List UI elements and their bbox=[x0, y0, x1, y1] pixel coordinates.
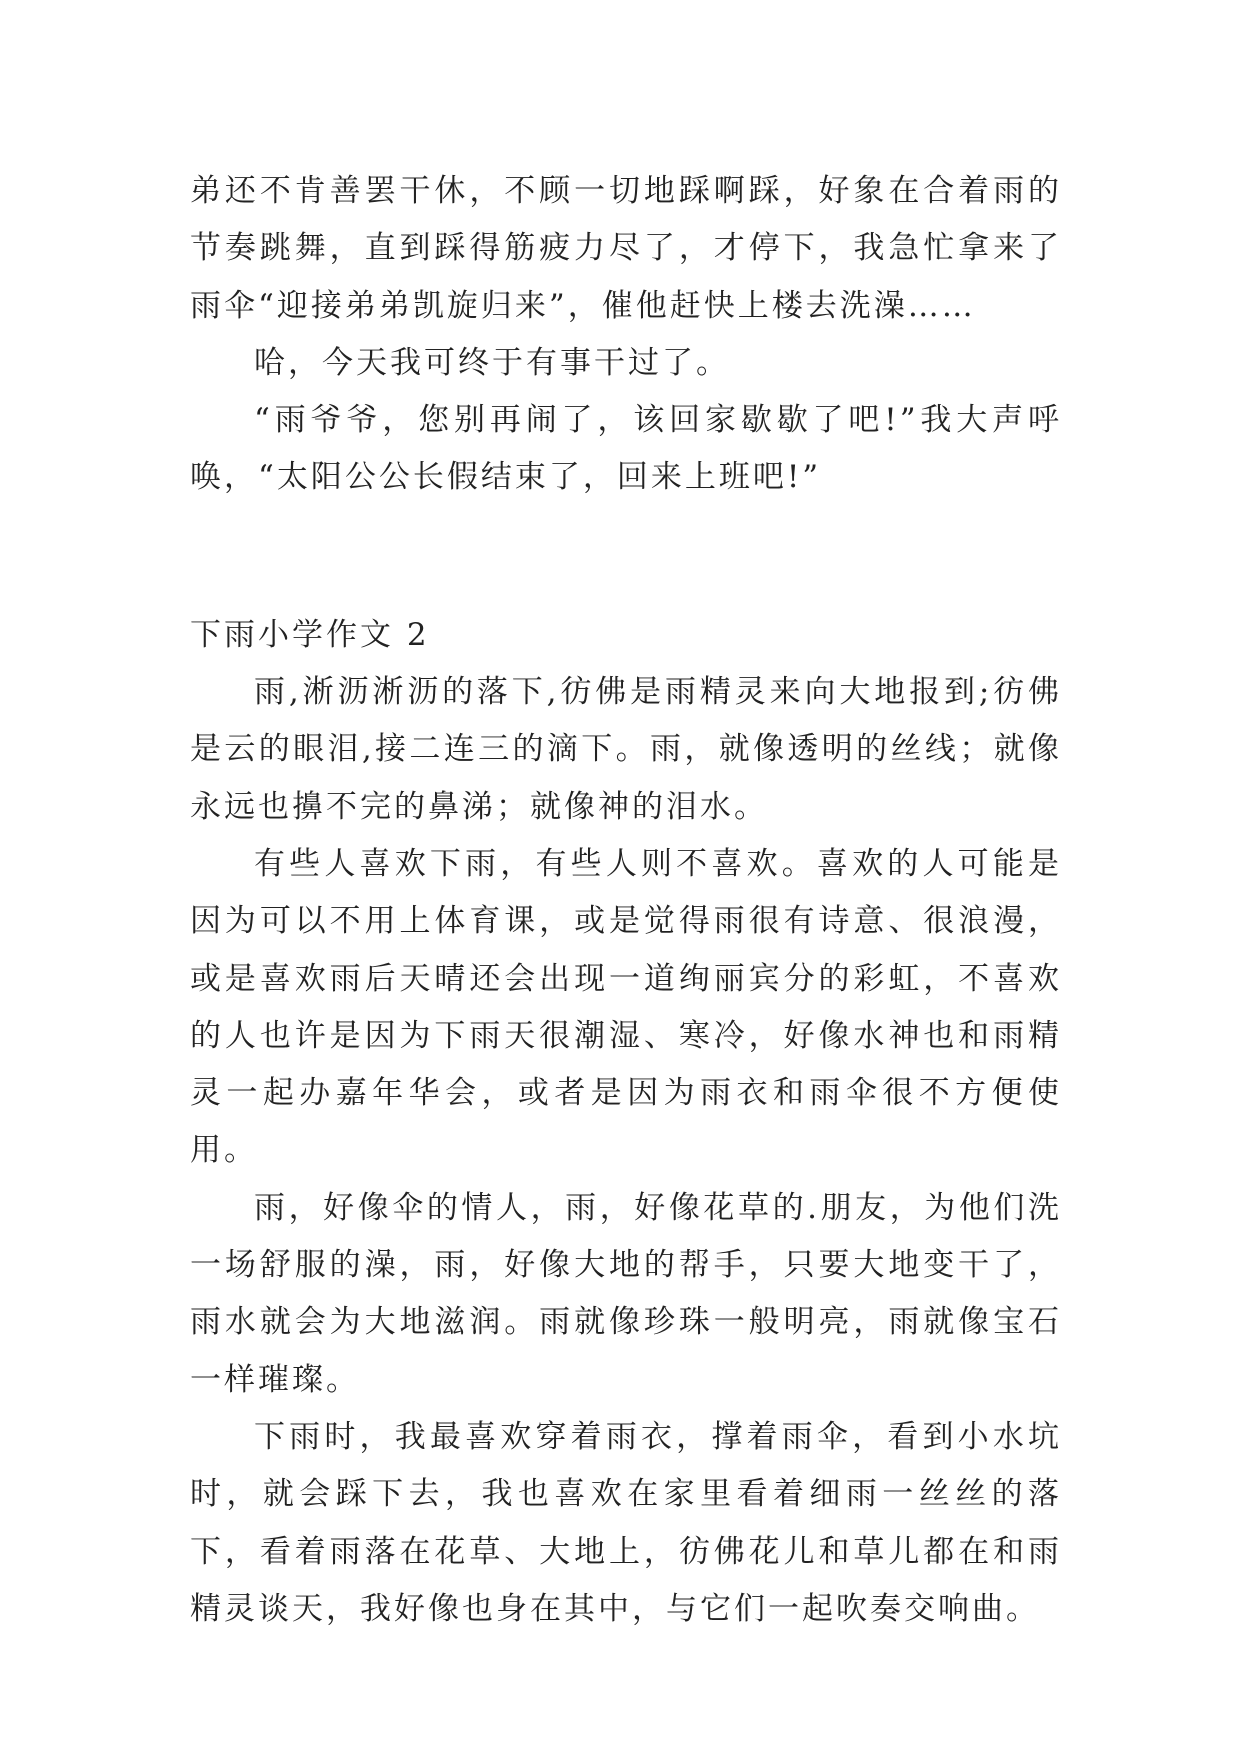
paragraph-continuation: 弟还不肯善罢干休，不顾一切地踩啊踩，好象在合着雨的节奏跳舞，直到踩得筋疲力尽了，才停下，我急忙拿来了雨伞“迎接弟弟凯旋归来”，催他赶快上楼去洗澡…… bbox=[190, 173, 1062, 324]
document-body bbox=[190, 163, 1062, 1638]
section-heading: 下雨小学作文 2 bbox=[190, 616, 430, 653]
paragraph: 有些人喜欢下雨，有些人则不喜欢。喜欢的人可能是因为可以不用上体育课，或是觉得雨很有诗意、很浪漫，或是喜欢雨后天晴还会出现一道绚丽宾分的彩虹，不喜欢的人也许是因为下雨天很潮湿、寒冷，好像水神也和雨精灵一起办嘉年华会，或者是因为雨衣和雨伞很不方便使用。 bbox=[190, 845, 1062, 1169]
paragraph: 哈，今天我可终于有事干过了。 bbox=[254, 344, 730, 381]
paragraph: “雨爷爷，您别再闹了，该回家歇歇了吧!”我大声呼唤，“太阳公公长假结束了，回来上班吧!” bbox=[190, 402, 1062, 496]
paragraph: 雨,淅沥淅沥的落下,彷佛是雨精灵来向大地报到;彷佛是云的眼泪,接二连三的滴下。雨，就像透明的丝线；就像永远也擤不完的鼻涕；就像神的泪水。 bbox=[190, 674, 1062, 825]
paragraph: 下雨时，我最喜欢穿着雨衣，撑着雨伞，看到小水坑时，就会踩下去，我也喜欢在家里看着细雨一丝丝的落下，看着雨落在花草、大地上，彷佛花儿和草儿都在和雨精灵谈天，我好像也身在其中，与它们一起吹奏交响曲。 bbox=[190, 1418, 1062, 1627]
section-spacer bbox=[190, 507, 1062, 607]
paragraph: 雨，好像伞的情人，雨，好像花草的.朋友，为他们洗一场舒服的澡，雨，好像大地的帮手，只要大地变干了，雨水就会为大地滋润。雨就像珍珠一般明亮，雨就像宝石一样璀璨。 bbox=[190, 1189, 1062, 1398]
